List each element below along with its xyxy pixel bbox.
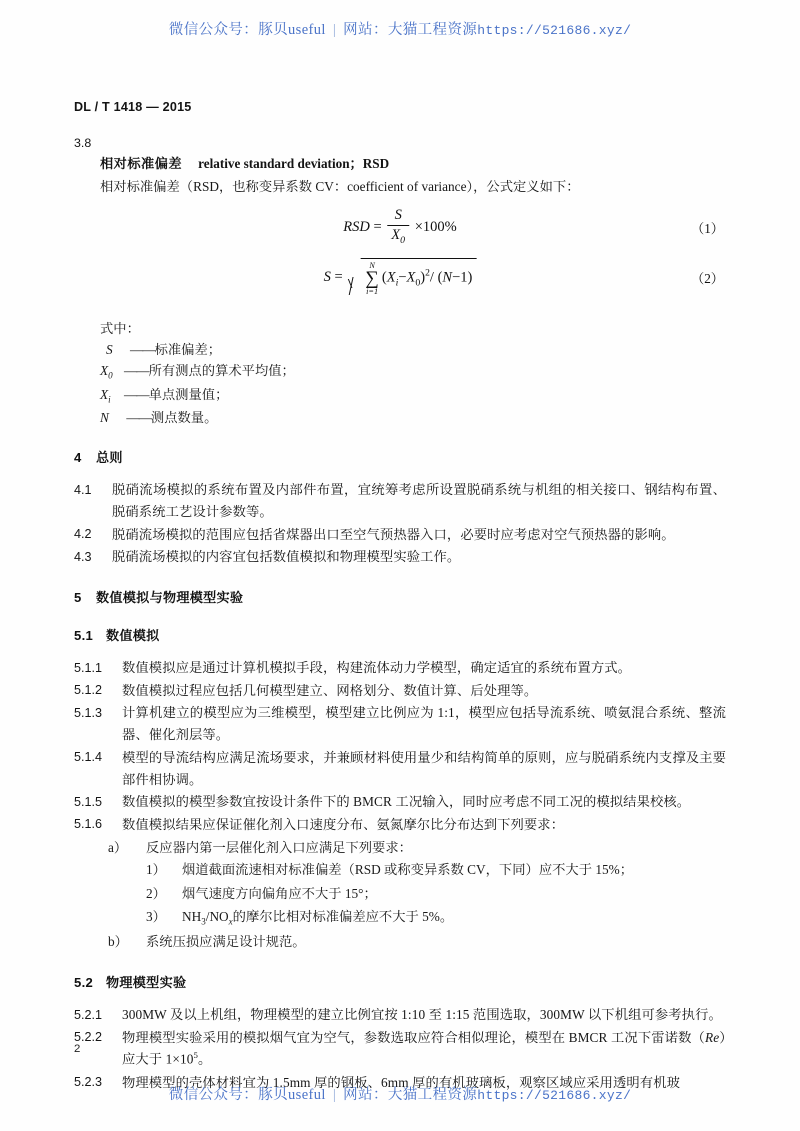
formula-s-sum-symbol: ∑ bbox=[365, 267, 379, 289]
clause-5-2-3-text: 物理模型的壳体材料宜为 1.5mm 厚的钢板、6mm 厚的有机玻璃板，观察区域应采用透明有机玻 bbox=[122, 1074, 680, 1090]
where-text-s: 标准偏差； bbox=[154, 341, 222, 357]
list-item-a-1-text: 烟道截面流速相对标准偏差（RSD 或称变异系数 CV，下同）应不大于 15%； bbox=[182, 862, 633, 878]
watermark-bottom-wechat-label: 微信公众号： bbox=[168, 1087, 259, 1103]
watermark-bottom-separator: | bbox=[332, 1087, 337, 1103]
nox-base: NO bbox=[209, 909, 229, 925]
clause-5-1-2 bbox=[74, 680, 726, 702]
watermark-wechat-label: 微信公众号： bbox=[168, 22, 259, 38]
clause-4-1-text: 脱硝流场模拟的系统布置及内部件布置，宜统筹考虑所设置脱硝系统与机组的相关接口、钢结构布置、脱硝系统工艺设计参数等。 bbox=[112, 482, 726, 520]
watermark-wechat-value: 豚贝useful bbox=[258, 22, 326, 38]
clause-4-2 bbox=[74, 524, 726, 546]
section-5-2-number: 5.2 bbox=[74, 975, 94, 991]
formula-s-radicand bbox=[360, 258, 476, 297]
clause-5-1-6-index: 5.1.6 bbox=[74, 817, 103, 832]
formula-s-summation bbox=[365, 262, 379, 296]
formula-s-power: 2 bbox=[425, 267, 430, 279]
formula-s-equals: = bbox=[334, 268, 343, 285]
formula-rsd-fraction bbox=[387, 207, 409, 246]
watermark-bottom-site-label: 网站： bbox=[343, 1087, 388, 1103]
clause-5-2-2-index: 5.2.2 bbox=[74, 1030, 103, 1045]
watermark-bottom-wechat-value: 豚贝useful bbox=[258, 1087, 326, 1103]
section-4-number: 4 bbox=[74, 450, 82, 466]
watermark-separator: | bbox=[332, 22, 337, 38]
page-content bbox=[74, 100, 726, 1094]
clause-4-2-text: 脱硝流场模拟的范围应包括省煤器出口至空气预热器入口，必要时应考虑对空气预热器的影响。 bbox=[112, 526, 675, 542]
section-5-2-heading bbox=[74, 972, 726, 991]
section-5-1-number: 5.1 bbox=[74, 628, 94, 644]
formula-rsd-denominator bbox=[387, 226, 409, 246]
clause-5-1-1-text: 数值模拟应是通过计算机模拟手段，构建流体动力学模型，确定适宜的系统布置方式。 bbox=[122, 660, 632, 676]
nh3-nox-rest: 的摩尔比相对标准偏差应不大于 5%。 bbox=[232, 909, 454, 925]
term-title-chinese: 相对标准偏差 bbox=[100, 156, 183, 171]
formula-rsd-den-sub: 0 bbox=[400, 234, 406, 246]
reynolds-mid: ）应大于 1×10 bbox=[122, 1029, 726, 1067]
formula-s-sum-upper: N bbox=[369, 260, 375, 270]
list-item-a-1 bbox=[146, 859, 726, 882]
list-item-a-1-marker: 1） bbox=[146, 862, 166, 878]
where-symbol-xi bbox=[100, 384, 124, 407]
clause-5-1-4-index: 5.1.4 bbox=[74, 750, 103, 765]
clause-4-1 bbox=[74, 479, 726, 522]
formula-s-close: ) bbox=[420, 269, 426, 286]
list-item-b-text: 系统压损应满足设计规范。 bbox=[146, 934, 306, 950]
nh3-nox-slash: / bbox=[205, 909, 210, 925]
where-symbol-xi-sub: i bbox=[108, 394, 111, 405]
where-item-xi bbox=[100, 384, 726, 407]
watermark-bottom-site-value: 大猫工程资源 bbox=[387, 1087, 478, 1103]
formula-rsd-lhs: RSD bbox=[343, 218, 370, 235]
clause-5-1-3-index: 5.1.3 bbox=[74, 705, 103, 720]
where-item-x0 bbox=[100, 360, 726, 383]
formula-s-lhs: S bbox=[323, 268, 331, 285]
clause-5-1-6-text: 数值模拟结果应保证催化剂入口速度分布、氨氮摩尔比分布达到下列要求： bbox=[122, 816, 565, 832]
watermark-site-value: 大猫工程资源 bbox=[387, 22, 478, 38]
section-5-1-heading bbox=[74, 625, 726, 644]
formula-rsd-numerator: S bbox=[387, 207, 409, 226]
clause-5-2-3-index: 5.2.3 bbox=[74, 1075, 103, 1090]
clause-5-1-4 bbox=[74, 747, 726, 790]
formula-s-row bbox=[74, 258, 726, 306]
clause-5-2-2 bbox=[74, 1027, 726, 1071]
watermark-site-label: 网站： bbox=[343, 22, 388, 38]
section-4-title: 总则 bbox=[96, 450, 123, 466]
where-symbol-x0-sub: 0 bbox=[108, 370, 113, 381]
where-symbol-s-base: S bbox=[106, 341, 113, 357]
clause-5-1-5 bbox=[74, 791, 726, 813]
list-item-a-2 bbox=[146, 883, 726, 906]
clause-5-1-4-text: 模型的导流结构应满足流场要求，并兼顾材料使用量少和结构简单的原则，应与脱硝系统内支撑及主要部件相协调。 bbox=[122, 749, 726, 787]
formula-rsd-den-base: X bbox=[391, 226, 401, 243]
section-5-2-title: 物理模型实验 bbox=[106, 975, 187, 991]
section-5-number: 5 bbox=[74, 590, 82, 606]
watermark-top bbox=[0, 18, 800, 39]
section-5-title: 数值模拟与物理模型实验 bbox=[96, 590, 244, 606]
list-item-a-3-text bbox=[182, 906, 453, 930]
watermark-url: https://521686.xyz/ bbox=[477, 23, 632, 38]
where-dash-n: —— bbox=[124, 409, 151, 425]
clause-5-1-6 bbox=[74, 814, 726, 836]
list-item-a-3-marker: 3） bbox=[146, 909, 166, 925]
formula-s-div: / ( bbox=[429, 269, 443, 286]
section-4-heading bbox=[74, 447, 726, 466]
reynolds-exponent: 5 bbox=[193, 1050, 198, 1061]
clause-5-2-1-text: 300MW 及以上机组，物理模型的建立比例宜按 1:10 至 1:15 范围选取，300MW 以下机组可参考执行。 bbox=[122, 1007, 722, 1023]
clause-5-1-5-text: 数值模拟的模型参数宜按设计条件下的 BMCR 工况输入，同时应考虑不同工况的模拟结果校核。 bbox=[122, 794, 691, 810]
term-number: 3.8 bbox=[74, 136, 92, 150]
where-text-x0: 所有测点的算术平均值； bbox=[148, 363, 295, 379]
reynolds-suffix: 。 bbox=[197, 1051, 212, 1067]
clause-4-3 bbox=[74, 546, 726, 568]
clause-5-1-2-text: 数值模拟过程应包括几何模型建立、网格划分、数值计算、后处理等。 bbox=[122, 682, 538, 698]
term-title bbox=[100, 153, 726, 172]
where-dash-x0: —— bbox=[124, 363, 149, 379]
where-symbol-xi-base: X bbox=[100, 386, 109, 402]
clause-5-1-1 bbox=[74, 657, 726, 679]
where-item-s bbox=[100, 339, 726, 361]
formula-s bbox=[324, 258, 477, 297]
formula-rsd-equals: = bbox=[373, 218, 382, 235]
clause-4-2-index: 4.2 bbox=[74, 527, 92, 542]
section-5-1-title: 数值模拟 bbox=[106, 628, 160, 644]
list-item-a-marker: a） bbox=[108, 839, 128, 855]
reynolds-symbol: Re bbox=[704, 1029, 720, 1045]
clause-5-1-1-index: 5.1.1 bbox=[74, 660, 103, 675]
nh3-sub: 3 bbox=[201, 917, 206, 928]
list-item-a-2-text: 烟气速度方向偏角应不大于 15°； bbox=[182, 885, 377, 901]
clause-5-1-5-index: 5.1.5 bbox=[74, 794, 103, 809]
formula-rsd bbox=[343, 208, 456, 247]
formula-s-xi: X bbox=[386, 269, 396, 286]
where-text-n: 测点数量。 bbox=[150, 409, 218, 425]
nox-sub: x bbox=[228, 917, 233, 928]
formula-s-close2: ) bbox=[467, 269, 473, 286]
where-heading: 式中： bbox=[100, 320, 140, 336]
formula-rsd-row bbox=[74, 208, 726, 248]
where-symbol-s bbox=[100, 339, 130, 361]
page-number: 2 bbox=[74, 1043, 81, 1055]
formula-rsd-number: （1） bbox=[691, 220, 724, 236]
formula-s-minus: − bbox=[398, 269, 407, 286]
reynolds-prefix: 数（ bbox=[678, 1029, 705, 1045]
clause-5-2-1-index: 5.2.1 bbox=[74, 1007, 103, 1022]
formula-s-n: N bbox=[442, 269, 453, 286]
watermark-bottom bbox=[0, 1083, 800, 1104]
list-item-a-2-marker: 2） bbox=[146, 885, 166, 901]
list-item-a bbox=[108, 837, 726, 859]
where-dash-xi: —— bbox=[124, 386, 149, 402]
section-5-heading bbox=[74, 587, 726, 606]
formula-s-open: ( bbox=[381, 269, 387, 286]
term-definition: 相对标准偏差（RSD，也称变异系数 CV：coefficient of variance），公式定义如下： bbox=[100, 179, 580, 194]
where-symbol-n bbox=[100, 407, 124, 429]
clause-4-3-index: 4.3 bbox=[74, 549, 92, 564]
formula-rsd-tail: ×100% bbox=[414, 218, 457, 235]
standard-id-header: DL / T 1418 — 2015 bbox=[74, 100, 192, 114]
formula-s-sqrt bbox=[346, 258, 476, 297]
watermark-bottom-url: https://521686.xyz/ bbox=[477, 1088, 632, 1103]
formula-s-number: （2） bbox=[691, 270, 724, 286]
formula-s-xi-sub: i bbox=[395, 276, 399, 288]
list-item-a-text: 反应器内第一层催化剂入口应满足下列要求： bbox=[146, 839, 412, 855]
clause-4-1-index: 4.1 bbox=[74, 482, 92, 497]
clause-5-1-3-text: 计算机建立的模型应为三维模型，模型建立比例应为 1:1，模型应包括导流系统、喷氨混合系统、整流器、催化剂层等。 bbox=[122, 705, 726, 743]
where-item-n bbox=[100, 407, 726, 429]
formula-s-minus2: −1 bbox=[452, 269, 468, 286]
formula-s-x0: X bbox=[406, 269, 416, 286]
clause-5-1-3 bbox=[74, 702, 726, 745]
where-text-xi: 单点测量值； bbox=[148, 386, 229, 402]
where-symbol-x0-base: X bbox=[100, 363, 109, 379]
where-symbol-n-base: N bbox=[100, 409, 109, 425]
clause-4-3-text: 脱硝流场模拟的内容宜包括数值模拟和物理模型实验工作。 bbox=[112, 549, 461, 565]
formula-s-x0-sub: 0 bbox=[415, 276, 421, 288]
where-symbol-x0 bbox=[100, 360, 124, 383]
formula-s-sum-lower: i=1 bbox=[366, 286, 379, 296]
list-item-a-3 bbox=[146, 906, 726, 930]
nh3-base: NH bbox=[182, 909, 202, 925]
where-dash-s: —— bbox=[130, 341, 155, 357]
term-title-english: relative standard deviation；RSD bbox=[198, 156, 390, 171]
list-item-b-marker: b） bbox=[108, 934, 128, 950]
clause-5-2-2-text: 物理模型实验采用的模拟烟气宜为空气，参数选取应符合相似理论，模型在 BMCR 工况下雷诺数（Re）应大于 $1\times 10^5$。 bbox=[122, 1029, 726, 1067]
clause-5-2-1 bbox=[74, 1004, 726, 1026]
clause-5-1-2-index: 5.1.2 bbox=[74, 683, 103, 698]
list-item-b bbox=[108, 931, 726, 953]
